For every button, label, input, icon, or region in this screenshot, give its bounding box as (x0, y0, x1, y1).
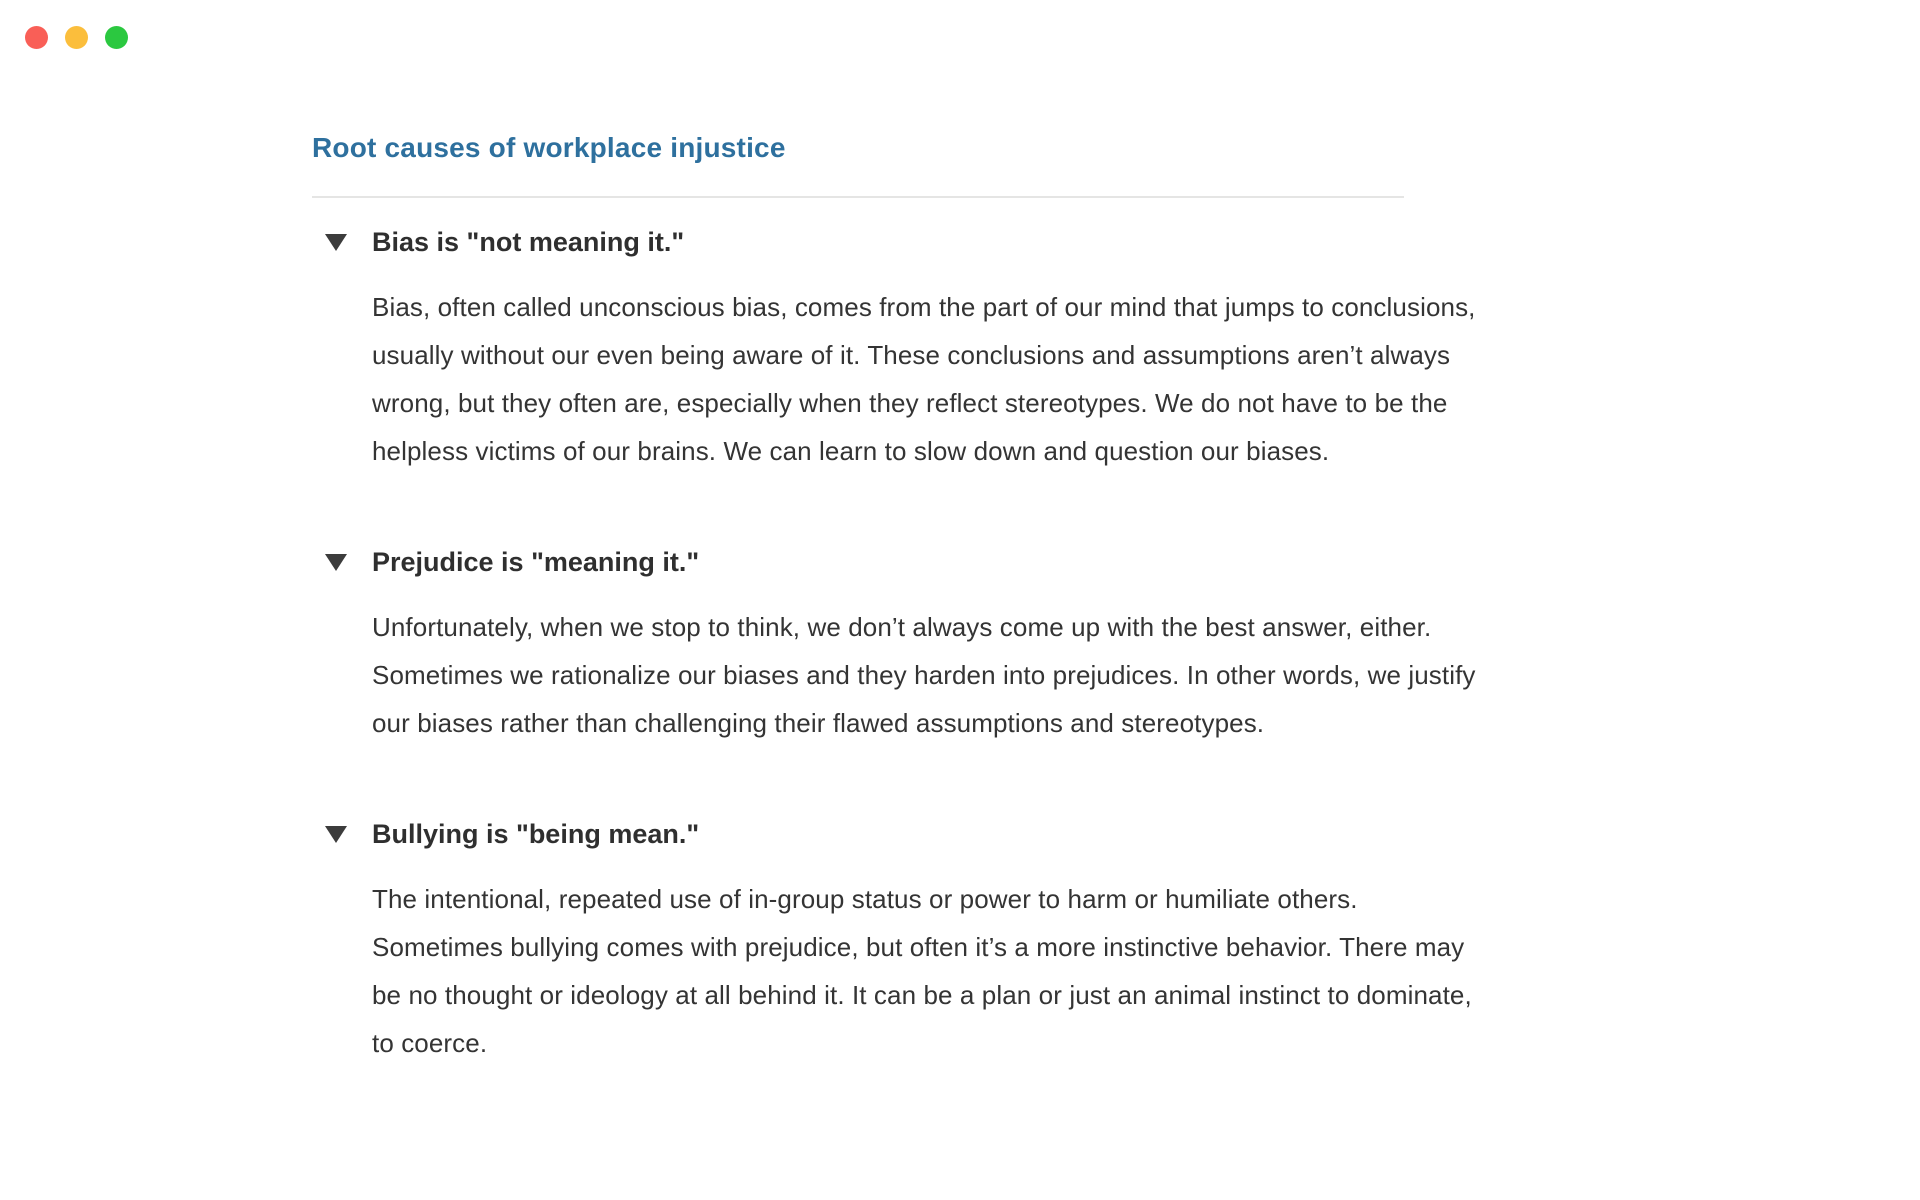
window-controls (25, 26, 128, 49)
toggle-collapse-button[interactable] (312, 234, 372, 251)
toggle-section-prejudice (312, 543, 1712, 747)
paragraph-line: Sometimes we rationalize our biases and they harden into prejudices. In other words, we justify (372, 660, 1476, 690)
toggle-collapse-button[interactable] (312, 826, 372, 843)
maximize-window-button[interactable] (105, 26, 128, 49)
minimize-window-button[interactable] (65, 26, 88, 49)
paragraph-line: helpless victims of our brains. We can learn to slow down and question our biases. (372, 436, 1330, 466)
toggle-header-bias[interactable] (312, 223, 1712, 261)
toggle-header-prejudice[interactable] (312, 543, 1712, 581)
paragraph-line: Bias, often called unconscious bias, comes from the part of our mind that jumps to conclusions, (372, 292, 1476, 322)
paragraph-line: usually without our even being aware of it. These conclusions and assumptions aren’t always (372, 340, 1451, 370)
paragraph-line: be no thought or ideology at all behind it. It can be a plan or just an animal instinct to dominate, (372, 980, 1472, 1010)
toggle-collapse-button[interactable] (312, 554, 372, 571)
page-title: Root causes of workplace injustice (312, 132, 786, 163)
paragraph-line: The intentional, repeated use of in-group status or power to harm or humiliate others. (372, 884, 1358, 914)
triangle-down-icon (325, 826, 347, 843)
document-page (312, 130, 1712, 1067)
close-window-button[interactable] (25, 26, 48, 49)
divider (312, 196, 1404, 198)
paragraph-line: our biases rather than challenging their flawed assumptions and stereotypes. (372, 708, 1265, 738)
paragraph-line: wrong, but they often are, especially when they reflect stereotypes. We do not have to be the (372, 388, 1448, 418)
toggle-section-bias (312, 223, 1712, 475)
toggle-heading-text: Bullying is "being mean." (372, 819, 700, 849)
triangle-down-icon (325, 554, 347, 571)
paragraph-line: Sometimes bullying comes with prejudice, but often it’s a more instinctive behavior. There may (372, 932, 1465, 962)
paragraph-line: to coerce. (372, 1028, 488, 1058)
paragraph-line: Unfortunately, when we stop to think, we don’t always come up with the best answer, either. (372, 612, 1432, 642)
toggle-heading-text: Prejudice is "meaning it." (372, 547, 700, 577)
toggle-section-bullying (312, 815, 1712, 1067)
toggle-body-bullying (312, 875, 1712, 1067)
toggle-body-bias (312, 283, 1712, 475)
triangle-down-icon (325, 234, 347, 251)
toggle-body-prejudice (312, 603, 1712, 747)
toggle-header-bullying[interactable] (312, 815, 1712, 853)
toggle-heading-text: Bias is "not meaning it." (372, 227, 685, 257)
